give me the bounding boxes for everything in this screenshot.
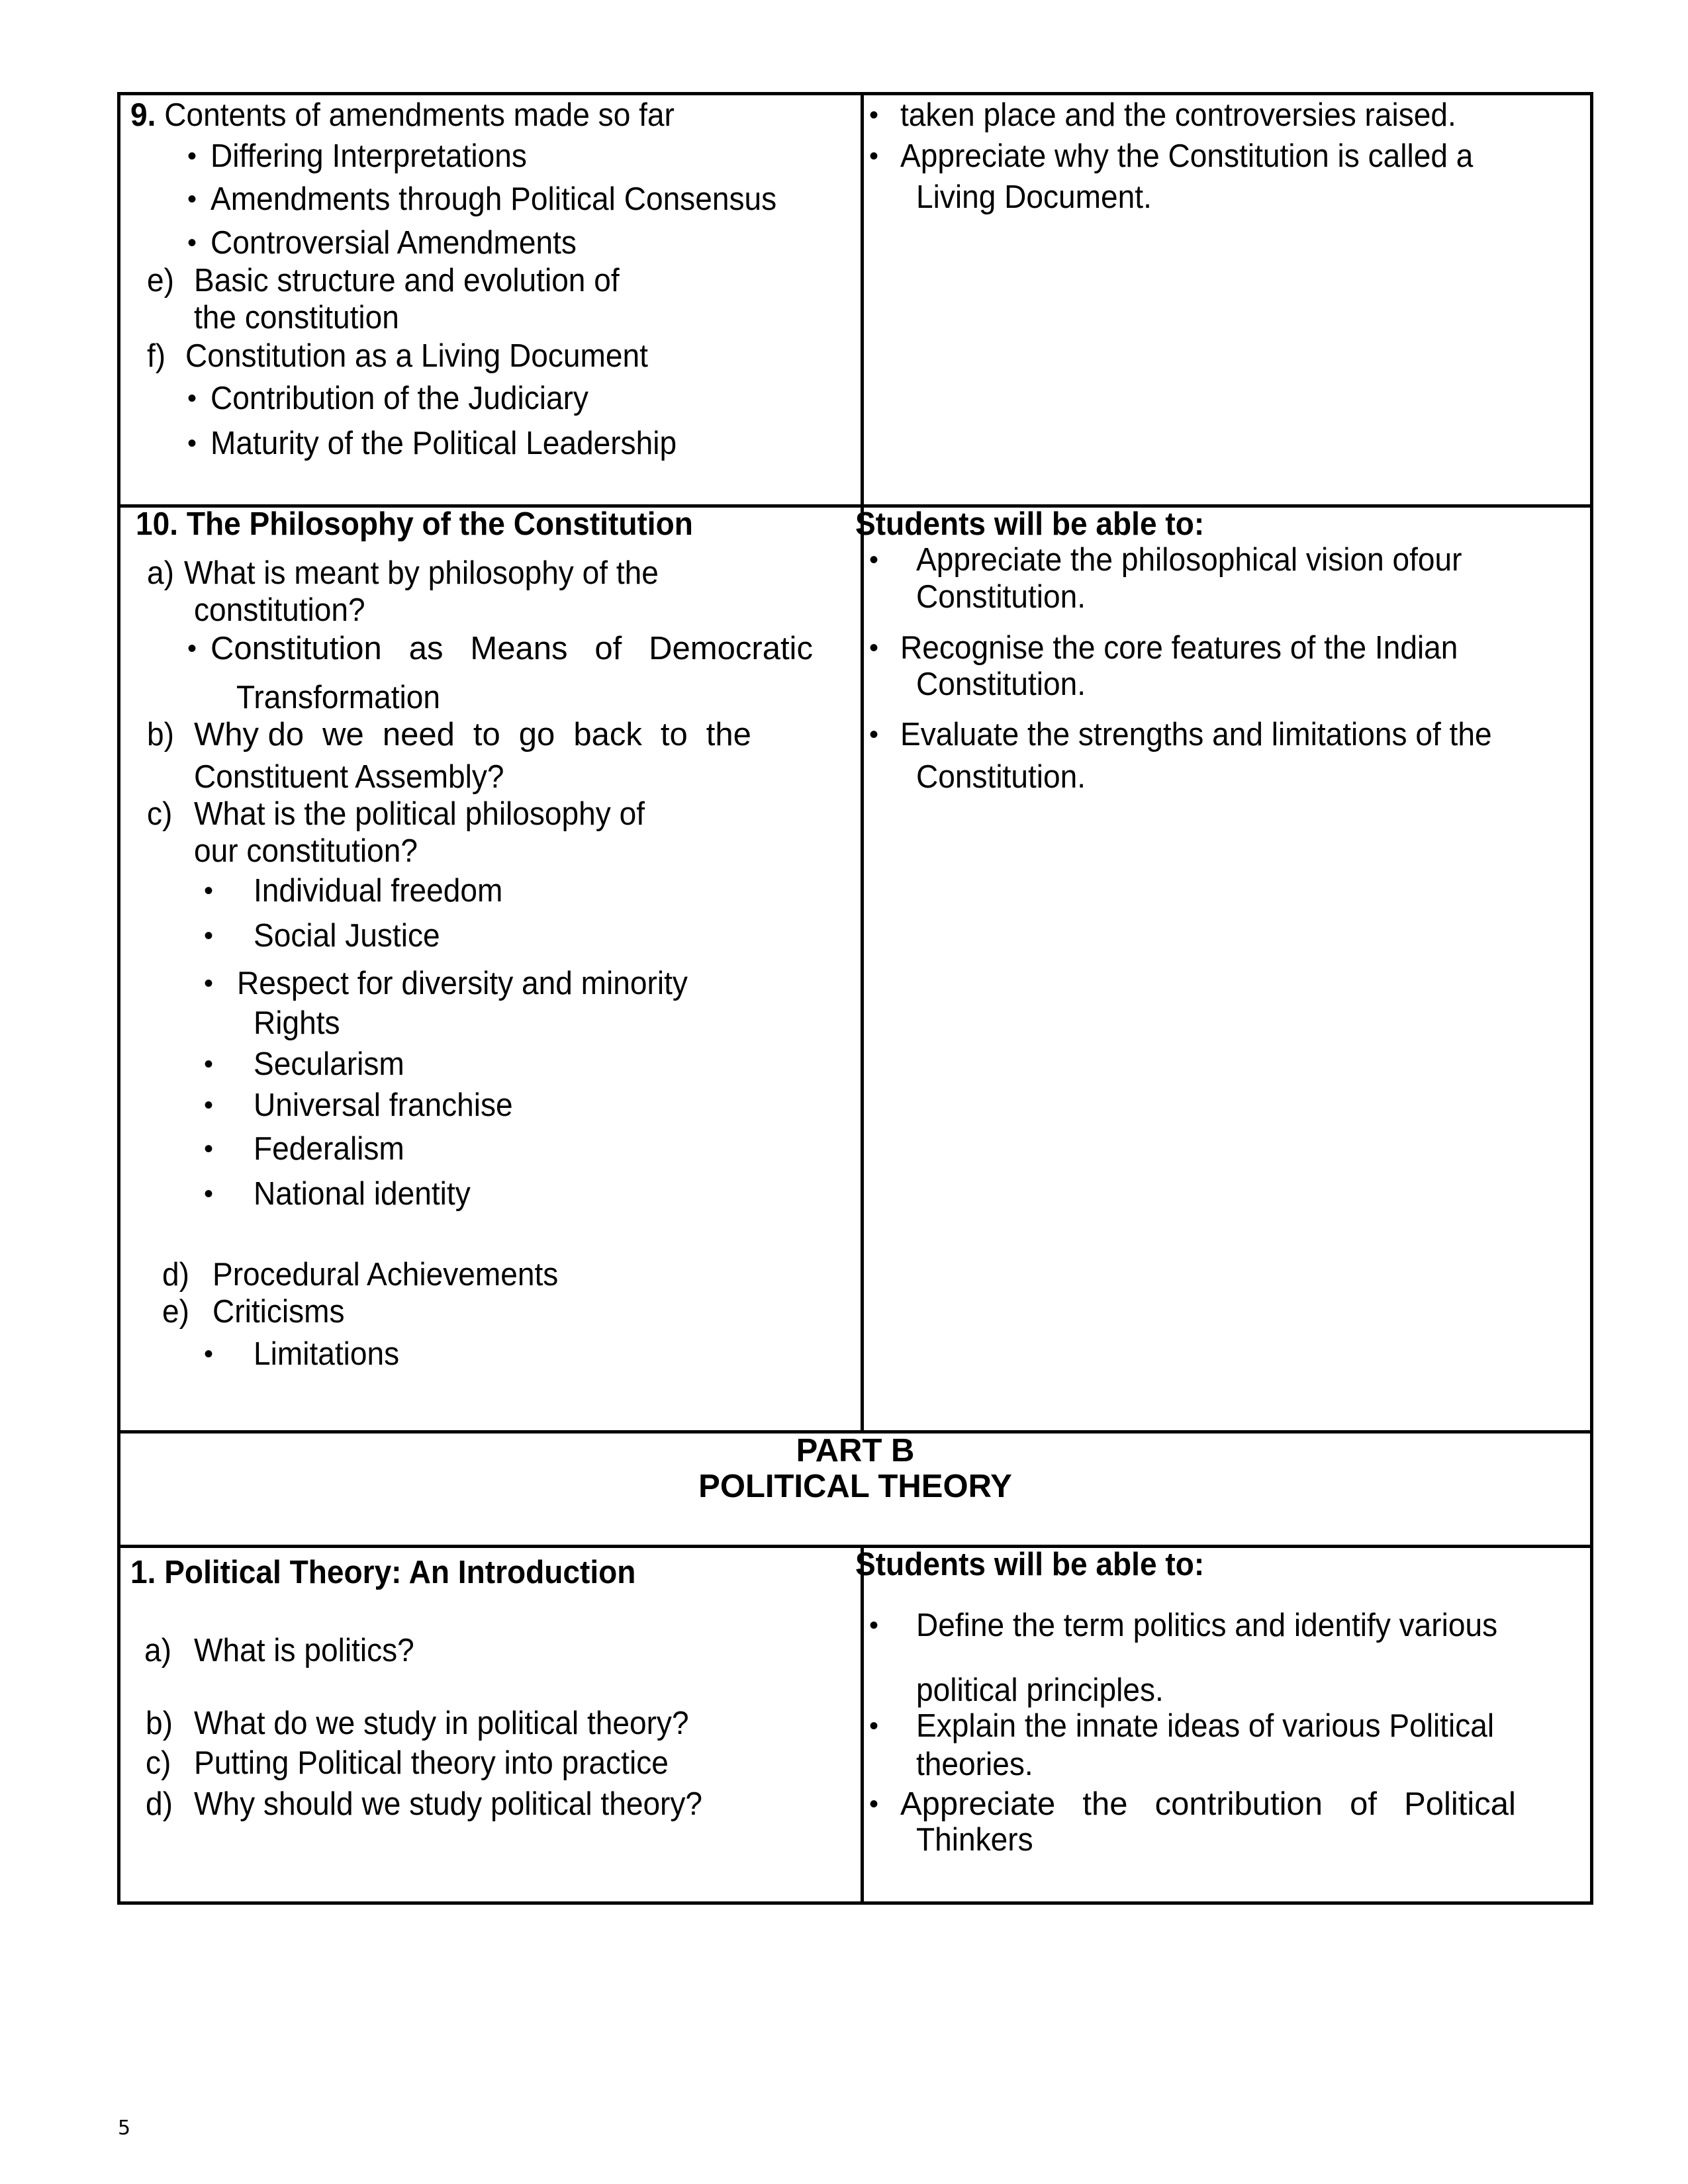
list-item: Maturity of the Political Leadership <box>211 426 677 461</box>
list-label: d) <box>146 1786 173 1822</box>
list-item: Basic structure and evolution of <box>194 263 620 298</box>
bullet-icon: • <box>869 1711 879 1741</box>
bullet-icon: • <box>204 1340 214 1369</box>
bullet-icon: • <box>204 1091 214 1120</box>
bullet-icon: • <box>187 429 197 458</box>
list-item: What is the political philosophy of <box>194 796 645 832</box>
outcome-item: Appreciate the philosophical vision ofour <box>916 542 1462 578</box>
bullet-icon: • <box>869 633 879 662</box>
list-item: National identity <box>254 1176 471 1212</box>
list-item: What do we study in political theory? <box>194 1706 689 1741</box>
unit-title: Contents of amendments made so far <box>164 97 675 133</box>
table-border-left <box>117 92 120 1905</box>
list-item: Differing Interpretations <box>211 138 527 174</box>
list-item: What is politics? <box>194 1633 414 1668</box>
list-item: Social Justice <box>254 918 440 954</box>
outcome-item-continuation: Living Document. <box>916 179 1152 215</box>
bullet-icon: • <box>869 142 879 171</box>
list-label: b) <box>147 717 174 752</box>
list-label: d) <box>162 1257 189 1293</box>
unit-9-heading <box>130 97 675 134</box>
bullet-icon: • <box>204 1050 214 1079</box>
outcome-item: Appreciate the contribution of Political <box>900 1786 1516 1822</box>
bullet-icon: • <box>204 876 214 905</box>
list-item: Why do we need to go back to the <box>194 717 751 752</box>
list-item: Limitations <box>254 1336 400 1372</box>
bullet-icon: • <box>204 969 214 998</box>
column-divider <box>861 1545 864 1905</box>
bullet-icon: • <box>869 545 879 574</box>
list-item: Secularism <box>254 1046 404 1082</box>
outcome-item-continuation: Constitution. <box>916 579 1086 615</box>
outcomes-heading: Students will be able to: <box>855 1547 1205 1582</box>
outcome-item: Explain the innate ideas of various Political <box>916 1708 1495 1744</box>
list-label: e) <box>147 263 174 298</box>
bullet-icon: • <box>187 185 197 214</box>
bullet-icon: • <box>869 1790 879 1819</box>
list-item-continuation: Transformation <box>236 680 441 715</box>
table-border-top <box>117 92 1593 95</box>
bullet-icon: • <box>187 634 197 663</box>
outcome-item-continuation: theories. <box>916 1747 1033 1782</box>
list-item-continuation: Rights <box>254 1005 340 1041</box>
list-item: Constitution as Means of Democratic <box>211 631 813 666</box>
bullet-icon: • <box>187 142 197 171</box>
list-item: Why should we study political theory? <box>194 1786 703 1822</box>
list-item: Controversial Amendments <box>211 225 577 261</box>
list-item: Federalism <box>254 1131 404 1167</box>
outcome-item-continuation: political principles. <box>916 1672 1164 1708</box>
list-item: Putting Political theory into practice <box>194 1745 669 1781</box>
page-number: 5 <box>118 2116 131 2140</box>
bullet-icon: • <box>204 921 214 950</box>
bullet-icon: • <box>204 1179 214 1208</box>
list-item-continuation: the constitution <box>194 300 399 336</box>
outcome-item: taken place and the controversies raised. <box>900 97 1456 133</box>
unit-10-heading: 10. The Philosophy of the Constitution <box>136 506 693 542</box>
list-item-continuation: constitution? <box>194 592 365 628</box>
list-label: f) <box>147 338 166 374</box>
column-divider <box>861 92 864 1433</box>
list-label: a) <box>144 1633 171 1668</box>
outcome-item-continuation: Constitution. <box>916 759 1086 795</box>
list-item: Contribution of the Judiciary <box>211 381 588 416</box>
outcome-item-continuation: Thinkers <box>916 1822 1033 1858</box>
part-label: PART B <box>796 1433 915 1469</box>
list-label: c) <box>147 796 173 832</box>
list-item: Criticisms <box>212 1294 345 1330</box>
list-item-continuation: Constituent Assembly? <box>194 759 504 795</box>
outcomes-heading: Students will be able to: <box>855 506 1205 542</box>
list-label: c) <box>146 1745 171 1781</box>
unit-number: 9. <box>130 97 156 133</box>
list-item: Procedural Achievements <box>212 1257 559 1293</box>
unit-1-heading: 1. Political Theory: An Introduction <box>130 1555 636 1590</box>
list-label: e) <box>162 1294 189 1330</box>
list-item: What is meant by philosophy of the <box>184 555 659 591</box>
list-item: Amendments through Political Consensus <box>211 181 777 217</box>
list-item: Constitution as a Living Document <box>185 338 648 374</box>
outcome-item: Define the term politics and identify various <box>916 1608 1498 1643</box>
bullet-icon: • <box>187 228 197 257</box>
bullet-icon: • <box>869 720 879 749</box>
bullet-icon: • <box>204 1134 214 1163</box>
outcome-item: Recognise the core features of the Indian <box>900 630 1458 666</box>
list-item: Individual freedom <box>254 873 503 909</box>
list-label: b) <box>146 1706 173 1741</box>
list-item-continuation: our constitution? <box>194 833 418 869</box>
bullet-icon: • <box>869 101 879 130</box>
bullet-icon: • <box>187 384 197 413</box>
bullet-icon: • <box>869 1611 879 1640</box>
outcome-item-continuation: Constitution. <box>916 666 1086 702</box>
list-item: Universal franchise <box>254 1087 513 1123</box>
list-item: Respect for diversity and minority <box>237 966 688 1001</box>
part-title: POLITICAL THEORY <box>698 1469 1012 1504</box>
outcome-item: Appreciate why the Constitution is called a <box>900 138 1474 174</box>
table-border-right <box>1590 92 1593 1905</box>
table-border-bottom <box>117 1901 1593 1905</box>
list-label: a) <box>147 555 174 591</box>
outcome-item: Evaluate the strengths and limitations of the <box>900 717 1492 752</box>
